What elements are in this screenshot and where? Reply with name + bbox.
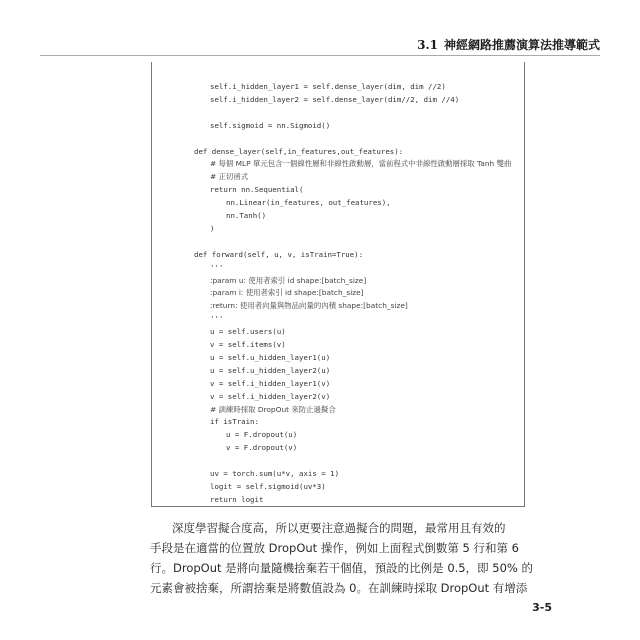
code-line: v = self.items(v) xyxy=(210,340,286,349)
code-line: self.sigmoid = nn.Sigmoid() xyxy=(210,120,331,130)
code-line: self.i_hidden_layer1 = self.dense_layer(dim, dim //2) xyxy=(210,82,446,91)
code-line: nn.Linear(in_features, out_features), xyxy=(226,198,391,208)
code-line: u = self.u_hidden_layer1(u) xyxy=(210,352,331,362)
code-line: v = self.i_hidden_layer2(v) xyxy=(210,391,331,401)
paragraph-line: 行。DropOut 是將向量隨機捨棄若干個值，預設的比例是 0.5，即 50% 的 xyxy=(150,561,533,575)
code-line: u = self.u_hidden_layer2(u) xyxy=(210,365,331,375)
page-header xyxy=(40,36,600,53)
page-number: 3-5 xyxy=(532,601,552,614)
section-number: 3.1 xyxy=(417,37,438,52)
code-line: u = F.dropout(u) xyxy=(226,430,298,440)
code-line: self.i_hidden_layer2 = self.dense_layer(dim//2, dim //4) xyxy=(210,94,460,104)
code-line: ''' xyxy=(210,314,224,324)
code-line: nn.Tanh() xyxy=(226,211,267,220)
code-line: # 每個 MLP 單元包含一個線性層和非線性啟動層，當前程式中非線性啟動層採取 Tanh 雙曲 xyxy=(210,159,512,169)
code-line: def dense_layer(self,in_features,out_features): xyxy=(194,146,404,156)
code-line: v = F.dropout(v) xyxy=(226,443,298,453)
code-line: def forward(self, u, v, isTrain=True): xyxy=(194,249,364,259)
header-divider xyxy=(40,55,600,56)
code-line: if isTrain: xyxy=(210,417,259,427)
paragraph-line: 手段是在適當的位置放 DropOut 操作，例如上面程式倒數第 5 行和第 6 xyxy=(150,541,519,555)
code-line: logit = self.sigmoid(uv*3) xyxy=(210,481,326,491)
paragraph-line: 深度學習擬合度高，所以更要注意過擬合的問題，最常用且有效的 xyxy=(172,521,506,535)
code-line: ''' xyxy=(210,262,224,272)
code-listing xyxy=(151,62,525,507)
code-line: v = self.i_hidden_layer1(v) xyxy=(210,378,331,388)
code-line: :return: 使用者向量與物品向量的內積 shape:[batch_size] xyxy=(210,301,408,311)
code-line: uv = torch.sum(u*v, axis = 1) xyxy=(210,469,340,478)
code-line: :param i: 使用者索引 id shape:[batch_size] xyxy=(210,288,364,298)
section-title: 神經網路推薦演算法推導範式 xyxy=(443,38,600,52)
code-line: u = self.users(u) xyxy=(210,327,286,337)
code-line: ) xyxy=(210,223,215,233)
code-line: return nn.Sequential( xyxy=(210,185,304,195)
code-line: # 訓練時採取 DropOut 來防止過擬合 xyxy=(210,404,336,414)
code-lines xyxy=(152,62,524,506)
body-paragraph xyxy=(150,518,533,598)
paragraph-line: 元素會被捨棄，所謂捨棄是將數值設為 0。在訓練時採取 DropOut 有增添 xyxy=(150,581,528,595)
code-line: # 正切函式 xyxy=(210,172,249,182)
code-line: return logit xyxy=(210,494,264,504)
code-line: :param u: 使用者索引 id shape:[batch_size] xyxy=(210,275,367,285)
